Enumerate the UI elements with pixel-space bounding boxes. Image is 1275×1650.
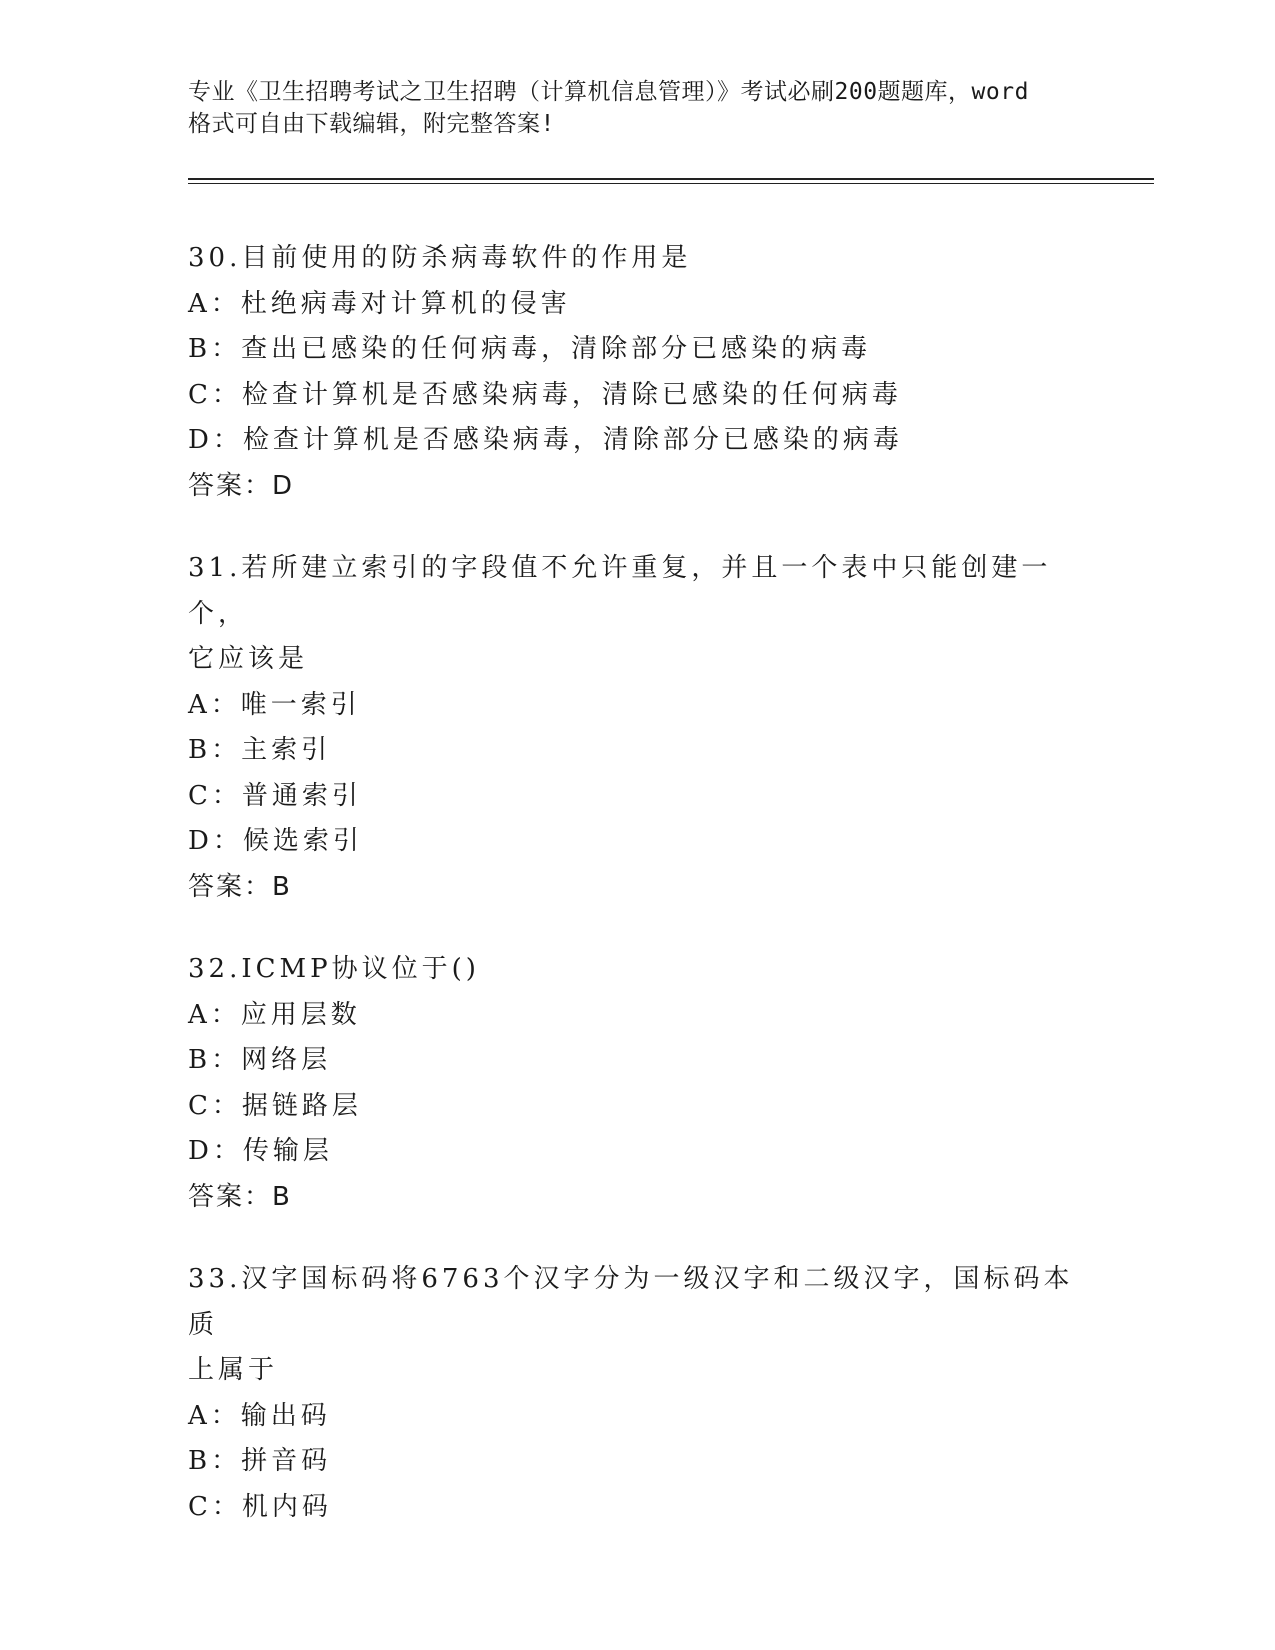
option-a: A：唯一索引 xyxy=(188,689,361,720)
question-stem: 31.若所建立索引的字段值不允许重复，并且一个表中只能创建一个， xyxy=(188,553,1052,629)
header-divider-top xyxy=(188,178,1154,180)
question-list xyxy=(188,236,1088,1567)
answer-line: 答案：D xyxy=(188,470,295,501)
header-divider-bottom xyxy=(188,183,1154,184)
question-30 xyxy=(188,236,1088,509)
option-c: C：据链路层 xyxy=(188,1090,362,1121)
option-a: A：应用层数 xyxy=(188,999,361,1030)
option-b: B：主索引 xyxy=(188,735,332,765)
question-stem: 32.ICMP协议位于() xyxy=(188,954,480,984)
question-33 xyxy=(188,1257,1088,1530)
question-32 xyxy=(188,947,1088,1220)
document-header xyxy=(188,76,1088,140)
question-stem-continued: 它应该是 xyxy=(188,644,309,674)
option-a: A：杜绝病毒对计算机的侵害 xyxy=(188,288,571,319)
header-line-1: 专业《卫生招聘考试之卫生招聘（计算机信息管理）》考试必刷200题题库，word xyxy=(188,79,1029,105)
option-c: C：普通索引 xyxy=(188,780,362,811)
option-d: D：检查计算机是否感染病毒，清除部分已感染的病毒 xyxy=(188,425,903,455)
option-b: B：查出已感染的任何病毒，清除部分已感染的病毒 xyxy=(188,334,872,364)
option-c: C：机内码 xyxy=(188,1491,332,1522)
question-stem: 30.目前使用的防杀病毒软件的作用是 xyxy=(188,243,692,273)
header-line-2: 格式可自由下载编辑，附完整答案! xyxy=(188,111,555,137)
option-b: B：网络层 xyxy=(188,1045,332,1075)
option-d: D：传输层 xyxy=(188,1136,333,1166)
question-stem: 33.汉字国标码将6763个汉字分为一级汉字和二级汉字，国标码本质 xyxy=(188,1264,1074,1340)
option-d: D：候选索引 xyxy=(188,826,363,856)
answer-line: 答案：B xyxy=(188,1181,292,1212)
option-a: A：输出码 xyxy=(188,1400,331,1431)
question-stem-continued: 上属于 xyxy=(188,1355,279,1385)
question-31 xyxy=(188,546,1088,910)
answer-line: 答案：B xyxy=(188,871,292,902)
option-c: C：检查计算机是否感染病毒，清除已感染的任何病毒 xyxy=(188,379,902,410)
option-b: B：拼音码 xyxy=(188,1446,332,1476)
